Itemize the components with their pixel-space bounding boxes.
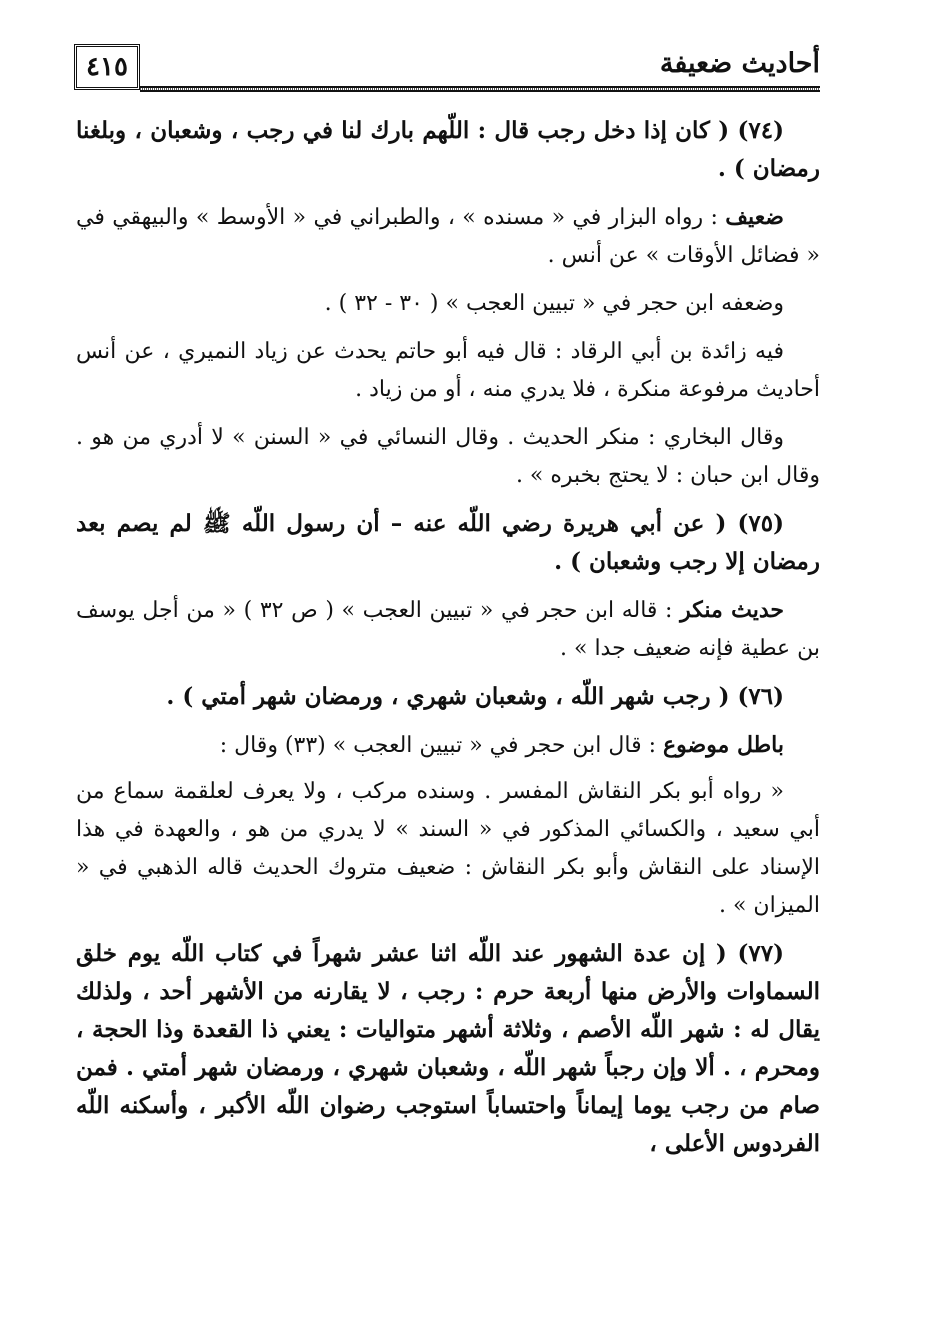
commentary-text: وضعفه ابن حجر في « تبيين العجب » ( ٣٠ - ٣٢ ) . xyxy=(324,291,784,316)
commentary-paragraph xyxy=(76,333,820,409)
page-content xyxy=(76,112,820,1173)
hadith-text: (٧٤) ( كان إذا دخل رجب قال : اللّهم بارك لنا في رجب ، وشعبان ، وبلغنا رمضان ) . xyxy=(76,117,820,182)
commentary-paragraph xyxy=(76,726,820,765)
commentary-text: : قاله ابن حجر في « تبيين العجب » ( ص ٣٢ ) « من أجل يوسف بن عطية فإنه ضعيف جدا » . xyxy=(76,598,820,661)
commentary-text: « رواه أبو بكر النقاش المفسر . وسنده مركب ، ولا يعرف لعلقمة سماع من أبي سعيد ، والكسائي المذكور في « السند » لا يدري من هو ، والعهدة في هذا الإسناد على النقاش وأبو بكر النقاش : ضعيف متروك الحديث قاله الذهبي في « الميزان » . xyxy=(76,779,820,918)
commentary-paragraph xyxy=(76,285,820,323)
commentary-text: : قال ابن حجر في « تبيين العجب » (٣٣) وقال : xyxy=(219,733,664,758)
hadith-text: (٧٦) ( رجب شهر اللّه ، وشعبان شهري ، ورمضان شهر أمتي ) . xyxy=(166,683,784,710)
commentary-text: : رواه البزار في « مسنده » ، والطبراني في « الأوسط » والبيهقي في « فضائل الأوقات » عن أنس . xyxy=(76,205,820,268)
hadith-text: (٧٥) ( عن أبي هريرة رضي اللّه عنه – أن رسول اللّه ﷺ لم يصم بعد رمضان إلا رجب وشعبان ) . xyxy=(76,510,820,575)
commentary-paragraph xyxy=(76,419,820,495)
hadith-text: (٧٧) ( إن عدة الشهور عند اللّه اثنا عشر شهراً في كتاب اللّه يوم خلق السماوات والأرض منها أربعة حرم : رجب ، لا يقارنه من الأشهر أحد ، ولذلك يقال له : شهر اللّه الأصم ، وثلاثة أشهر متواليات : يعني ذا القعدة وذا الحجة ، ومحرم ، . ألا وإن رجباً شهر اللّه ، وشعبان شهري ، ورمضان شهر أمتي . فمن صام من رجب يوما إيماناً واحتساباً استوجب رضوان اللّه الأكبر ، وأسكنه اللّه الفردوس الأعلى ، xyxy=(76,940,820,1157)
commentary-paragraph xyxy=(76,773,820,925)
grade-label: ضعيف xyxy=(725,204,784,230)
commentary-paragraph xyxy=(76,198,820,275)
page-header xyxy=(74,44,820,92)
commentary-paragraph xyxy=(76,591,820,668)
header-rule xyxy=(140,86,820,92)
commentary-text: وقال البخاري : منكر الحديث . وقال النسائي في « السنن » لا أدري من هو . وقال ابن حبان : لا يحتج بخبره » . xyxy=(76,425,820,488)
grade-label: باطل موضوع xyxy=(663,732,784,758)
hadith-77 xyxy=(76,935,820,1163)
hadith-75 xyxy=(76,505,820,581)
running-title: أحاديث ضعيفة xyxy=(659,48,820,79)
commentary-text: فيه زائدة بن أبي الرقاد : قال فيه أبو حاتم يحدث عن زياد النميري ، عن أنس أحاديث مرفوعة منكرة ، فلا يدري منه ، أو من زياد . xyxy=(76,339,820,402)
page-number: ٤١٥ xyxy=(74,44,140,90)
hadith-76 xyxy=(76,678,820,716)
grade-label: حديث منكر xyxy=(680,597,784,623)
hadith-74 xyxy=(76,112,820,188)
